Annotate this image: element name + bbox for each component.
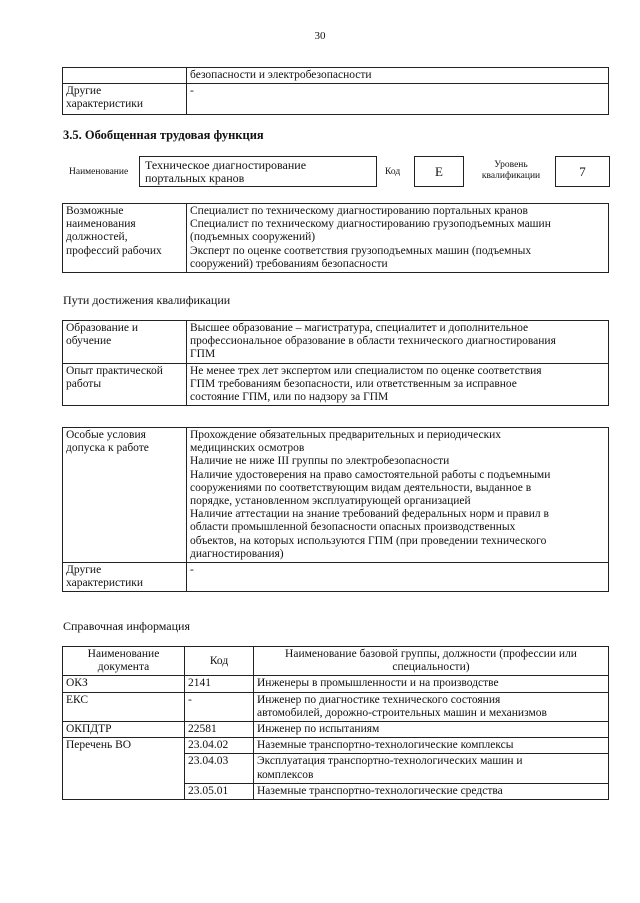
reference-doc-cell: ОКЗ xyxy=(63,676,185,692)
experience-label: Опыт практической работы xyxy=(63,363,187,406)
conditions-label: Особые условия допуска к работе xyxy=(63,428,187,563)
top-table-empty-cell xyxy=(63,68,187,84)
conditions-other-label: Другие характеристики xyxy=(63,563,187,592)
level-value: 7 xyxy=(555,156,610,187)
table-row xyxy=(63,676,609,692)
name-label: Наименование xyxy=(69,167,129,177)
education-table xyxy=(62,320,609,406)
positions-label: Возможные наименования должностей, профессий рабочих xyxy=(63,204,187,273)
education-value: Высшее образование – магистратура, специалитет и дополнительное профессиональное образование в области технического диагностирования ГПМ xyxy=(187,321,609,364)
code-value: E xyxy=(414,156,464,187)
reference-header-row xyxy=(63,647,609,676)
reference-header-code: Код xyxy=(185,647,254,676)
reference-name-cell: Инженер по испытаниям xyxy=(254,722,609,738)
reference-name-cell: Наземные транспортно-технологические средства xyxy=(254,783,609,799)
reference-table xyxy=(62,646,609,800)
experience-value: Не менее трех лет экспертом или специалистом по оценке соответствия ГПМ требованиям безопасности, или ответственным за исправное состояние ГПМ, или по надзору за ГПМ xyxy=(187,363,609,406)
reference-code-cell: 23.05.01 xyxy=(185,783,254,799)
paths-title: Пути достижения квалификации xyxy=(63,293,231,307)
conditions-other-value: - xyxy=(187,563,609,592)
reference-name-cell: Наземные транспортно-технологические комплексы xyxy=(254,738,609,754)
reference-doc-cell: ЕКС xyxy=(63,692,185,721)
name-value: Техническое диагностирование портальных кранов xyxy=(139,156,377,187)
conditions-table xyxy=(62,427,609,592)
code-label: Код xyxy=(385,167,401,177)
page-number: 30 xyxy=(314,30,326,42)
reference-header-doc: Наименование документа xyxy=(63,647,185,676)
level-label: Уровень квалификации xyxy=(481,160,541,181)
reference-doc-cell: Перечень ВО xyxy=(63,738,185,800)
conditions-value: Прохождение обязательных предварительных и периодических медицинских осмотров Наличие не ниже III группы по электробезопасности Наличие удостоверения на право самостоятельной работы с подъемными сооружениями по соответствующим видам деятельности, выданное в порядке, установленном эксплуатирующей организацией Наличие аттестации на знание требований федеральных норм и правил в области промышленной безопасности опасных производственных объектов, на которых используются ГПМ (при проведении технического диагностирования) xyxy=(187,428,609,563)
top-table-row2-value: - xyxy=(187,84,609,115)
positions-table xyxy=(62,203,609,273)
reference-name-cell: Инженеры в промышленности и на производстве xyxy=(254,676,609,692)
reference-code-cell: 23.04.02 xyxy=(185,738,254,754)
reference-code-cell: 2141 xyxy=(185,676,254,692)
reference-code-cell: 23.04.03 xyxy=(185,754,254,783)
reference-code-cell: - xyxy=(185,692,254,721)
section-title: 3.5. Обобщенная трудовая функция xyxy=(63,128,264,142)
reference-name-cell: Инженер по диагностике технического состояния автомобилей, дорожно-строительных машин и механизмов xyxy=(254,692,609,721)
reference-header-name: Наименование базовой группы, должности (профессии или специальности) xyxy=(254,647,609,676)
reference-code-cell: 22581 xyxy=(185,722,254,738)
table-row xyxy=(63,722,609,738)
top-table-row1-value: безопасности и электробезопасности xyxy=(187,68,609,84)
positions-list: Специалист по техническому диагностированию портальных кранов Специалист по техническому диагностированию грузоподъемных машин (подъемных сооружений) Эксперт по оценке соответствия грузоподъемных машин (подъемных сооружений) требованиям безопасности xyxy=(187,204,609,273)
reference-doc-cell: ОКПДТР xyxy=(63,722,185,738)
top-table-row2-label: Другие характеристики xyxy=(63,84,187,115)
education-label: Образование и обучение xyxy=(63,321,187,364)
reference-title: Справочная информация xyxy=(63,619,190,633)
table-row xyxy=(63,692,609,721)
table-row xyxy=(63,738,609,754)
reference-name-cell: Эксплуатация транспортно-технологических машин и комплексов xyxy=(254,754,609,783)
top-table xyxy=(62,67,609,115)
